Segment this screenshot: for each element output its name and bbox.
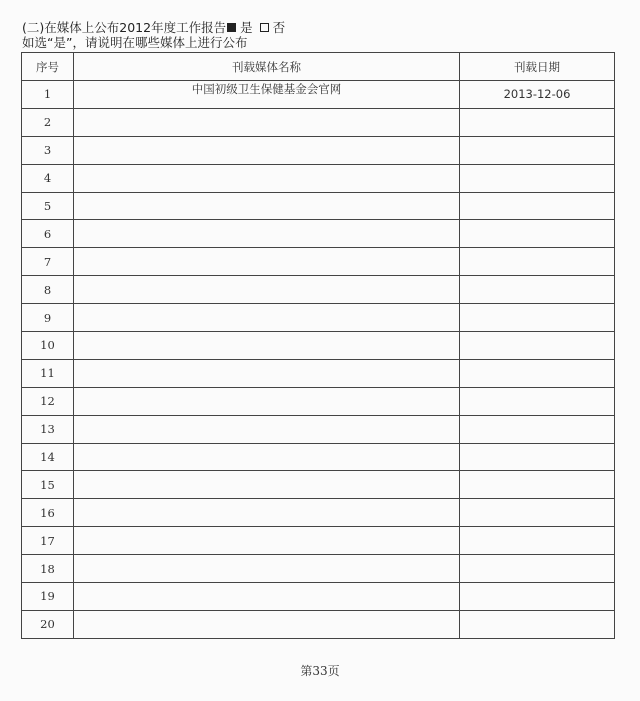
row-serial-number: 20 (22, 610, 74, 638)
row-publish-date (460, 527, 615, 555)
row-serial-number: 11 (22, 359, 74, 387)
row-serial-number: 1 (22, 81, 74, 109)
row-publish-date (460, 415, 615, 443)
header-media-name: 刊载媒体名称 (74, 53, 460, 81)
row-publish-date (460, 108, 615, 136)
row-media-name (74, 583, 460, 611)
table-row (22, 499, 615, 527)
row-serial-number: 4 (22, 164, 74, 192)
row-media-name (74, 555, 460, 583)
row-media-name (74, 387, 460, 415)
row-media-name (74, 415, 460, 443)
row-serial-number: 14 (22, 443, 74, 471)
row-media-name (74, 359, 460, 387)
publication-question (22, 20, 285, 35)
table-row (22, 555, 615, 583)
table-row (22, 583, 615, 611)
row-publish-date (460, 276, 615, 304)
row-publish-date (460, 499, 615, 527)
row-media-name (74, 108, 460, 136)
table-row (22, 443, 615, 471)
row-media-name (74, 471, 460, 499)
row-publish-date (460, 304, 615, 332)
row-publish-date (460, 359, 615, 387)
row-media-name (74, 164, 460, 192)
table-row (22, 248, 615, 276)
table-row (22, 610, 615, 638)
row-publish-date (460, 136, 615, 164)
yes-checkbox[interactable] (227, 23, 236, 32)
row-media-name (74, 499, 460, 527)
row-publish-date: 2013-12-06 (460, 81, 615, 109)
table-row (22, 527, 615, 555)
report-header (22, 20, 285, 50)
row-media-name (74, 136, 460, 164)
table-row (22, 220, 615, 248)
table-row (22, 192, 615, 220)
row-publish-date (460, 610, 615, 638)
table-row (22, 332, 615, 360)
row-publish-date (460, 583, 615, 611)
row-serial-number: 17 (22, 527, 74, 555)
table-row (22, 276, 615, 304)
row-media-name (74, 610, 460, 638)
row-media-name (74, 332, 460, 360)
no-label: 否 (272, 20, 286, 35)
table-row (22, 304, 615, 332)
row-media-name (74, 527, 460, 555)
question-text: (二)在媒体上公布2012年度工作报告 (22, 20, 227, 35)
row-publish-date (460, 387, 615, 415)
row-publish-date (460, 248, 615, 276)
row-publish-date (460, 192, 615, 220)
table-header-row (22, 53, 615, 81)
table-row (22, 108, 615, 136)
row-serial-number: 5 (22, 192, 74, 220)
instruction-text: 如选“是”，请说明在哪些媒体上进行公布 (22, 35, 248, 50)
row-media-name (74, 443, 460, 471)
row-serial-number: 3 (22, 136, 74, 164)
table-row (22, 136, 615, 164)
row-publish-date (460, 220, 615, 248)
row-publish-date (460, 332, 615, 360)
row-serial-number: 6 (22, 220, 74, 248)
media-table (21, 52, 615, 639)
yes-label: 是 (240, 20, 253, 35)
row-serial-number: 15 (22, 471, 74, 499)
table-row (22, 164, 615, 192)
row-serial-number: 7 (22, 248, 74, 276)
row-serial-number: 12 (22, 387, 74, 415)
row-serial-number: 13 (22, 415, 74, 443)
row-serial-number: 9 (22, 304, 74, 332)
row-media-name (74, 192, 460, 220)
table-row (22, 359, 615, 387)
no-checkbox[interactable] (260, 23, 269, 32)
row-serial-number: 10 (22, 332, 74, 360)
row-media-name (74, 276, 460, 304)
row-media-name (74, 248, 460, 276)
row-serial-number: 8 (22, 276, 74, 304)
header-serial-number: 序号 (22, 53, 74, 81)
page-number: 第33页 (300, 664, 340, 678)
row-media-name (74, 304, 460, 332)
table-row (22, 415, 615, 443)
row-serial-number: 16 (22, 499, 74, 527)
row-serial-number: 19 (22, 583, 74, 611)
row-publish-date (460, 164, 615, 192)
table-row (22, 471, 615, 499)
row-media-name (74, 220, 460, 248)
table-row (22, 81, 615, 109)
row-publish-date (460, 471, 615, 499)
row-serial-number: 2 (22, 108, 74, 136)
row-serial-number: 18 (22, 555, 74, 583)
table-row (22, 387, 615, 415)
row-publish-date (460, 443, 615, 471)
row-publish-date (460, 555, 615, 583)
header-publish-date: 刊载日期 (460, 53, 615, 81)
row-media-name: 中国初级卫生保健基金会官网 (74, 81, 460, 109)
